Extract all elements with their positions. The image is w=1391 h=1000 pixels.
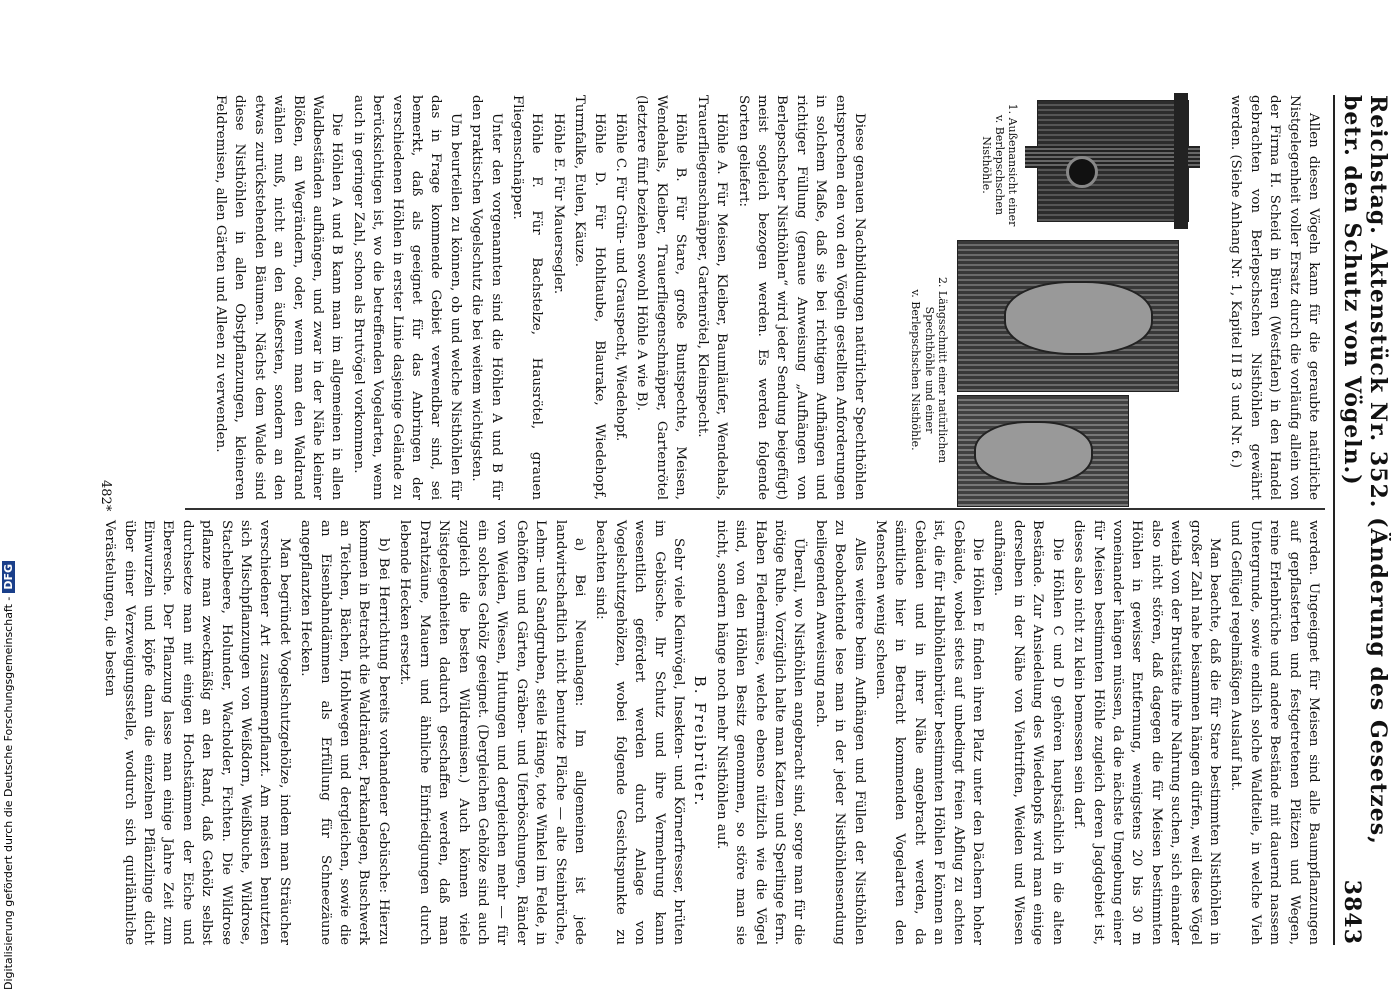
digitization-note <box>2 563 20 990</box>
paragraph: Alles weitere beim Aufhängen und Füllen der Nisthöhlen zu Beobachtende lese man in der jeder Nisthöhlensendung beiliegenden Anweisung nach. <box>812 520 867 945</box>
paragraph: Die Höhlen E finden ihren Platz unter den Dächern hoher Gebäude, wobei stets auf unbedingt freien Abflug zu achten ist, die für Halbhöhlenbrüter bestimmten Höhlen F können an Gebäuden und in ihrer Nähe angebracht werden, da sämtliche hier in Betracht kommenden Vogelarten den Menschen wenig scheuen. <box>873 520 986 945</box>
page-number: 3843 <box>1339 879 1365 945</box>
nest-box-roof <box>1174 93 1188 229</box>
hollow-cavity <box>1004 281 1153 355</box>
dfg-logo: DFG <box>2 561 15 593</box>
paragraph: Höhle D. Für Hohltaube, Blaurake, Wiedehopf, Turmfalke, Eulen, Käuze. <box>572 95 607 500</box>
right-column <box>98 520 1323 945</box>
intro-paragraph: Allen diesen Vögeln kann für die geraubte natürliche Nistgelegenheit voller Ersatz durch die vorläufig allein von der Firma H. Scheid in Büren (Westfalen) in den Handel gebrachten von Berlepschschen Nisthöhlen gewährt werden. (Siehe Anhang Nr. 1, Kapitel II B 3 und Nr. 6.) <box>1228 95 1321 500</box>
paragraph: Höhle F. Für Bachstelze, Hausrötel, grauen Fliegenschnäpper. <box>510 95 545 500</box>
section-subheading: B. Freibrüter. <box>691 675 710 808</box>
paragraph: a) Bei Neuanlagen: Im allgemeinen ist jede landwirtschaftlich nicht benutzte Fläche — alte Steinbrüche, Lehm- und Sandgruben, steile Hänge, tote Winkel im Felde, in Gehöften und Gärten, Gräben- und Uferböschungen, Ränder von Weiden, Wiesen, Hutungen und dergleichen mehr — für ein solches Gehölz geeignet. (Dergleichen Gehölze sind auch zugleich die besten Wildremisen.) Auch können viele Nistgelegenheiten dadurch geschaffen werden, daß man Drahtzäune, Mauern und ähnliche Einfriedigungen durch lebende Hecken ersetzt. <box>397 520 587 945</box>
column-divider <box>185 508 1325 510</box>
caption-1: 1. Außenansicht einer v. Berlepschschen Nisthöhle. <box>979 103 1019 227</box>
paragraph: Man begründet Vogelschutzgehölze, indem man Sträucher verschiedener Art zusammenpflanzt. Am meisten benutzten sich Mischpflanzungen von Weißdorn, Weißbuche, Wildrose, Stachelbeere, Holunder, Wacholder, Fichten. Die Wildrose pflanze man zweckmäßig an den Rand, daß Gehölz selbst durchsetze man mit einigen Hochstämmen der Eiche und Eberesche. Der Pflanzung lasse man einige Jahre Zeit zum Einwurzeln und köpfe dann die einzelnen Pflänzlinge dicht über einer Verzweigungsstelle, wodurch sich quirlähnliche Verästelungen, die besten <box>102 520 292 945</box>
paragraph: Unter den vorgenannten sind die Höhlen A und B für den praktischen Vogelschutz die bei weitem wichtigsten. <box>469 95 504 500</box>
digitization-text: Digitalisierung gefördert durch die Deutsche Forschungsgemeinschaft - <box>2 596 15 990</box>
box-cavity <box>974 421 1093 485</box>
natural-hollow-section-figure <box>957 240 1179 392</box>
nest-box-exterior-figure <box>1037 100 1189 222</box>
paragraph: Diese genauen Nachbildungen natürlicher Spechthöhlen entsprechen den von den Vögeln gestellten Anforderungen in solchem Maße, daß sie bei richtigem Aufhängen und richtiger Füllung (genaue Anweisung „Aufhängen von Berlepschscher Nisthöhlen“ wird jeder Sendung beigefügt) meist sogleich bezogen werden. Es werden folgende Sorten geliefert: <box>735 95 867 500</box>
figure-area <box>869 95 1224 500</box>
paragraph: Die Höhlen A und B kann man im allgemeinen in allen Waldbeständen aufhängen, und zwar in der Nähe kleiner Blößen, an Wegrändern, oder, wenn man den Waldrand wählen muß, nicht an den äußersten, sondern an den etwas zurückstehenden Bäumen. Nächst dem Walde sind diese Nisthöhlen in allen Obstpflanzungen, kleineren Feldremisen, allen Gärten und Alleen zu verwenden. <box>212 95 345 500</box>
paragraph: Die Höhlen C und D gehören hauptsächlich in die alten Bestände. Zur Ansiedelung des Wiedehopfs wird man einige derselben in der Nähe von Viehtriften, Weiden und Wiesen aufhängen. <box>991 520 1065 945</box>
paragraph: Höhle C. Für Grün- und Grauspecht, Wiedehopf. <box>613 113 629 442</box>
page-header <box>1333 95 1391 945</box>
caption-2a: 2. Längsschnitt einer natürlichen Spechthöhle und einer <box>922 276 949 464</box>
paragraph: Sehr viele Kleinvögel, Insekten- und Körnerfresser, brüten im Gebüsche. Ihr Schutz und ihre Vermehrung kann wesentlich gefördert werden durch Anlage von Vogelschutzgehölzen, wobei folgende Gesichtspunkte zu beachten sind: <box>593 520 686 945</box>
paragraph: Höhle A. Für Meisen, Kleiber, Baumläufer, Wendehals, Trauerfliegenschnäpper, Gartenrötel, Kleinspecht. <box>694 95 730 500</box>
entry-hole <box>1066 156 1098 188</box>
paragraph: b) Bei Herrichtung bereits vorhandener Gebüsche: Hierzu kommen in Betracht die Waldränder, Parkanlagen, Buschwerk an Teichen, Bächen, Hohlwegen und dergleichen, sowie die an Eisenbahndämmen als Erfüllung für Schneezäune angepflanzten Hecken. <box>298 520 391 945</box>
caption-2b: v. Berlepschschen Nisthöhle. <box>908 289 922 451</box>
paragraph: Man beachte, daß die für Stare bestimmten Nisthöhlen in großer Zahl nahe beisammen hängen dürfen, weil diese Vögel weitab von der Brutstätte ihre Nahrung suchen, sich einander also nicht stören, daß dagegen die für Meisen bestimmten Höhlen in gewisser Entfernung, wenigstens 20 bis 30 m voneinander hängen müssen, da die nächste Umgebung einer für Meisen bestimmten Höhle zugleich deren Jagdgebiet ist, dieses also nicht zu klein bemessen sein darf. <box>1071 520 1222 945</box>
header-title: Reichstag. Aktenstück Nr. 352. (Änderung des Gesetzes, betr. den Schutz von Vögeln.) <box>1339 95 1391 845</box>
paragraph: Höhle B. Für Stare, große Buntspechte, Meisen, Wendehals, Kleiber, Trauerfliegenschnäpper, Gartenrötel (letztere fünf beziehen sowohl Höhle A wie B). <box>634 95 689 500</box>
page-mark: 482* <box>98 480 113 512</box>
paragraph: Überall, wo Nisthöhlen angebracht sind, sorge man für die nötige Ruhe. Vorzüglich halte man Katzen und Sperlinge fern. Haben Fledermäuse, welche ebenso nützlich wie die Vögel sind, von den Höhlen Besitz genommen, so störe man sie nicht, sondern hänge noch mehr Nisthöhlen auf. <box>713 520 807 945</box>
berlepsch-section-figure <box>957 395 1129 507</box>
paragraph: Um beurteilen zu können, ob und welche Nisthöhlen für das in Frage kommende Gebiet verwendbar sind, sei bemerkt, daß als geeignet für das Anbringen der verschiedenen Höhlen in erster Linie dasjenige Gelände zu berücksichtigen ist, wo die betreffenden Vogelarten, wenn auch in geringer Zahl, schon als Brutvögel vorkommen. <box>350 95 463 500</box>
left-column <box>209 95 1323 500</box>
paragraph: werden. Ungeeignet für Meisen sind alle Baumpflanzungen auf gepflasterten und festgetretenen Plätzen und Wegen, reine Erlenbrüche und andere Bestände mit dauernd nassem Untergrunde, sowie endlich solche Waldteile, in welche Vieh und Geflügel regelmäßigen Auslauf hat. <box>1228 520 1321 945</box>
paragraph: Höhle E. Für Mauersegler. <box>550 113 566 295</box>
